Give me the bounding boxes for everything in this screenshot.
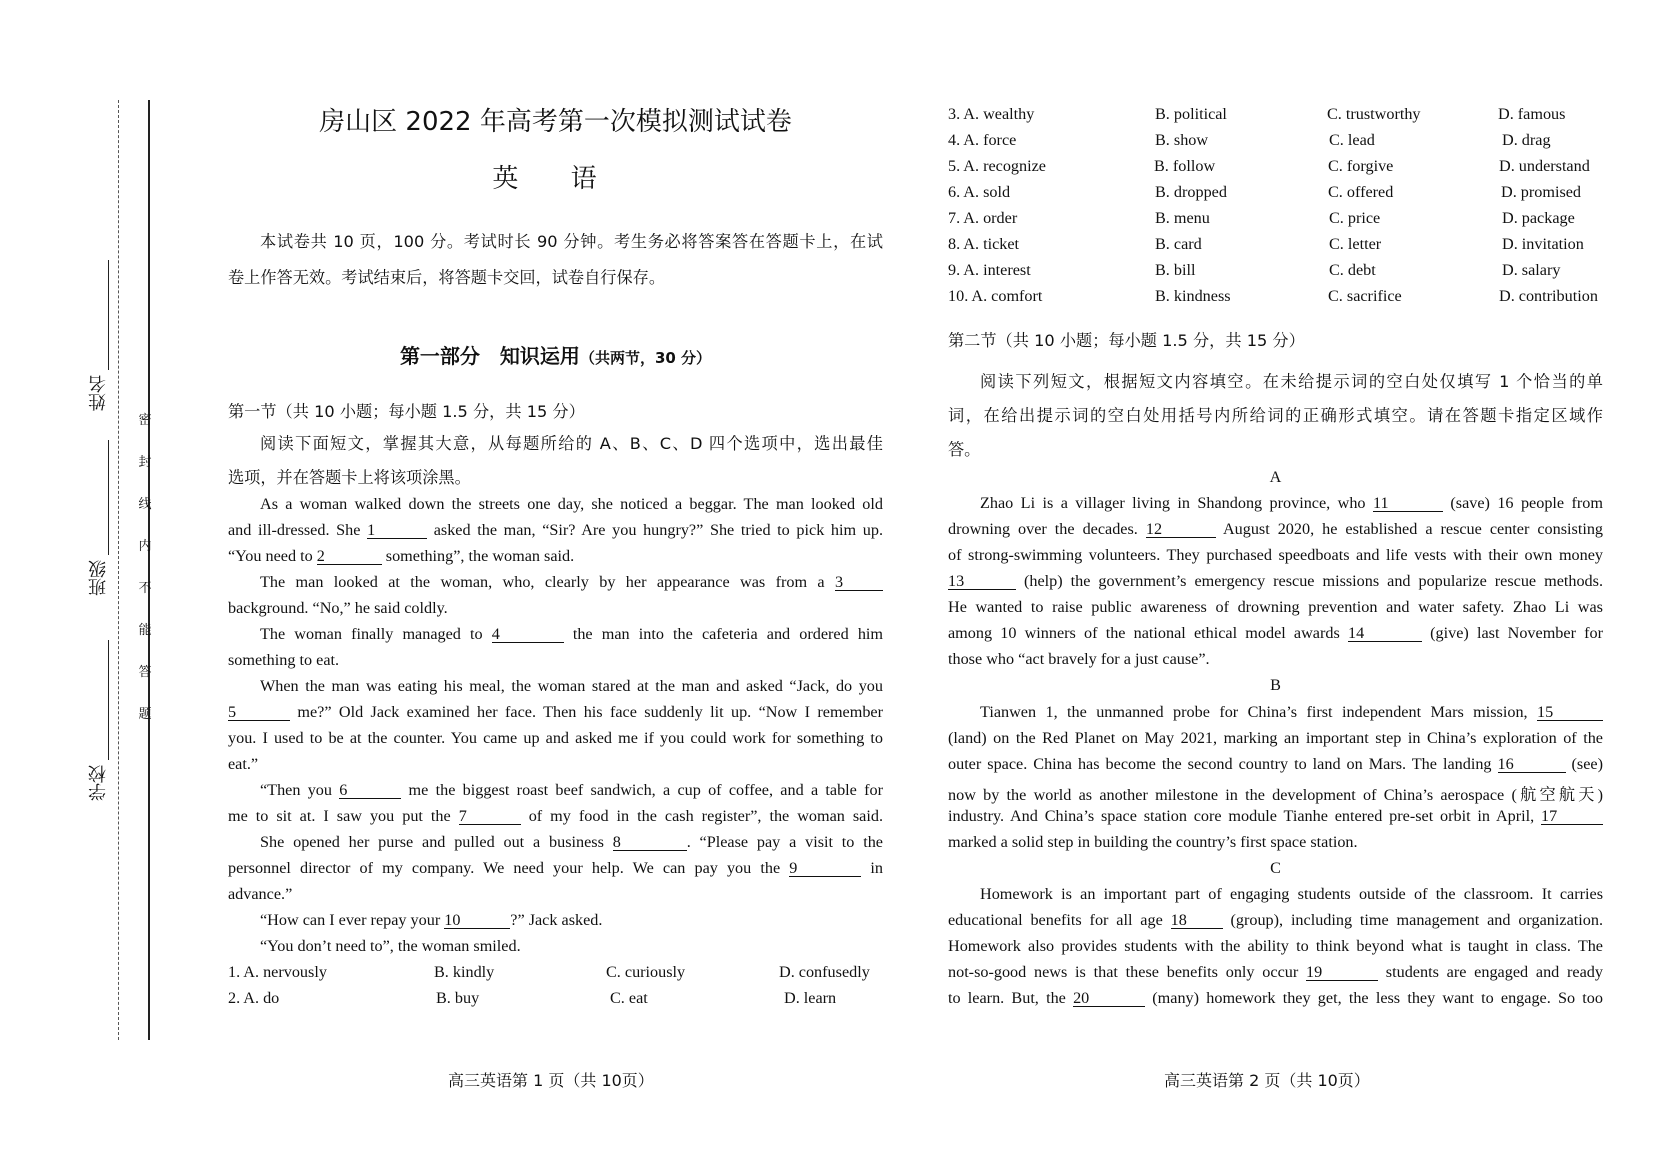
school-underline — [108, 640, 109, 760]
option: 7. A. order — [948, 209, 1018, 227]
text: Homework also provides students with the ability to think beyond what is taught in class. The — [948, 937, 1603, 955]
option: D. contribution — [1499, 287, 1598, 305]
text: “Then you — [260, 781, 340, 799]
instructions-line: 卷上作答无效。考试结束后，将答题卡交回，试卷自行保存。 — [228, 268, 666, 287]
text: now by the world as another milestone in the development of China’s aerospace (航空航天) — [948, 786, 1603, 804]
passage-line — [948, 624, 1603, 643]
seal-char: 题 — [138, 707, 152, 722]
seal-char: 密 — [138, 413, 152, 428]
passage-line — [948, 572, 1603, 591]
text: (group), including time management and organization. — [1222, 911, 1603, 929]
passage-line — [948, 963, 1603, 982]
text: As a woman walked down the streets one day, she noticed a beggar. The man looked old — [260, 495, 883, 513]
passage-line — [228, 937, 883, 956]
section1-directions-line: 阅读下面短文，掌握其大意，从每题所给的 A、B、C、D 四个选项中，选出最佳 — [260, 434, 883, 453]
passage-line — [228, 677, 883, 696]
option: 8. A. ticket — [948, 235, 1020, 253]
option: C. price — [1329, 209, 1381, 227]
passage-line — [228, 807, 883, 826]
passage-line — [948, 885, 1603, 904]
option: C. eat — [610, 989, 648, 1007]
blank-13: 13 — [948, 573, 1016, 590]
text: Tianwen 1, the unmanned probe for China’s first independent Mars mission, — [980, 703, 1537, 721]
seal-char: 答 — [138, 665, 152, 680]
text: of strong-swimming volunteers. They purchased speedboats and life vests with their own money — [948, 546, 1603, 564]
blank-11: 11 — [1373, 495, 1443, 512]
blank-3: 3 — [835, 574, 883, 591]
option: 10. A. comfort — [948, 287, 1043, 305]
name-field — [86, 375, 116, 411]
blank-8: 8 — [613, 834, 687, 851]
option: C. offered — [1328, 183, 1394, 201]
passage-a-label: A — [1269, 468, 1282, 486]
passage-line — [228, 599, 883, 618]
text: eat.” — [228, 755, 259, 773]
option: C. lead — [1329, 131, 1375, 149]
passage-line — [228, 625, 883, 644]
text: ?” Jack asked. — [510, 911, 603, 929]
passage-line — [948, 494, 1603, 513]
text: of my food in the cash register”, the woman said. — [520, 807, 883, 825]
text: background. “No,” he said coldly. — [228, 599, 448, 617]
option: B. dropped — [1155, 183, 1227, 201]
option: B. kindness — [1155, 287, 1231, 305]
text: me the biggest roast beef sandwich, a cup of coffee, and a table for — [401, 781, 884, 799]
seal-notice — [136, 400, 154, 736]
blank-20: 20 — [1073, 990, 1145, 1007]
passage-line — [228, 729, 883, 748]
text: something”, the woman said. — [381, 547, 575, 565]
text: the man into the cafeteria and ordered him — [563, 625, 883, 643]
text: asked the man, “Sir? Are you hungry?” She tried to pick him up. — [427, 521, 883, 539]
option: 9. A. interest — [948, 261, 1031, 279]
blank-2: 2 — [317, 548, 382, 565]
option: B. follow — [1154, 157, 1216, 175]
text: (land) on the Red Planet on May 2021, marking an important step in China’s exploration of the — [948, 729, 1603, 747]
option: D. learn — [784, 989, 837, 1007]
passage-line — [228, 703, 883, 722]
page-2-footer: 高三英语第 2 页（共 10页） — [1164, 1071, 1370, 1090]
seal-char: 封 — [138, 455, 152, 470]
passage-line — [948, 546, 1603, 565]
section1-directions-line: 选项，并在答题卡上将该项涂黑。 — [228, 468, 471, 487]
text: and ill-dressed. She — [228, 521, 368, 539]
option: D. drag — [1502, 131, 1551, 149]
seal-char: 能 — [138, 623, 152, 638]
section1-heading: 第一节（共 10 小题；每小题 1.5 分，共 15 分） — [228, 402, 585, 421]
text: He wanted to raise public awareness of drowning prevention and water safety. Zhao Li was — [948, 598, 1603, 616]
passage-line — [948, 911, 1603, 930]
option: B. card — [1155, 235, 1202, 253]
option: 3. A. wealthy — [948, 105, 1035, 123]
text: me?” Old Jack examined her face. Then his face suddenly lit up. “Now I remember — [290, 703, 883, 721]
passage-line — [228, 911, 883, 930]
blank-16: 16 — [1498, 756, 1566, 773]
text: When the man was eating his meal, the woman stared at the man and asked “Jack, do you — [260, 677, 883, 695]
text: (help) the government’s emergency rescue missions and popularize rescue methods. — [1016, 572, 1603, 590]
passage-line — [948, 598, 1603, 617]
text: me to sit at. I saw you put the — [228, 807, 459, 825]
option: B. bill — [1155, 261, 1196, 279]
passage-line — [228, 885, 883, 904]
passage-line — [948, 703, 1603, 722]
blank-15: 15 — [1537, 704, 1603, 721]
name-underline — [108, 260, 109, 370]
section2-heading: 第二节（共 10 小题；每小题 1.5 分，共 15 分） — [948, 331, 1305, 350]
text: Homework is an important part of engaging students outside of the classroom. It carries — [980, 885, 1603, 903]
passage-line — [948, 807, 1603, 826]
option: D. invitation — [1502, 235, 1584, 253]
text: (many) homework they get, the less they want to engage. So too — [1145, 989, 1603, 1007]
part-points: （共两节，30 分） — [579, 349, 712, 367]
passage-line — [948, 650, 1603, 669]
passage-b-label: B — [1270, 676, 1281, 694]
text: marked a solid step in building the country’s first space station. — [948, 833, 1358, 851]
blank-1: 1 — [367, 522, 427, 539]
passage-line — [948, 937, 1603, 956]
school-field — [86, 765, 116, 801]
text: personnel director of my company. We need your help. We can pay you the — [228, 859, 790, 877]
option: D. confusedly — [779, 963, 870, 981]
text: “How can I ever repay your — [260, 911, 445, 929]
option: 4. A. force — [948, 131, 1017, 149]
text: “You need to — [228, 547, 317, 565]
blank-17: 17 — [1541, 808, 1603, 825]
passage-line — [228, 547, 883, 566]
text: in — [861, 859, 883, 877]
passage-line — [948, 833, 1603, 852]
section2-directions-line: 答。 — [948, 440, 981, 459]
text: you. I used to be at the counter. You came up and asked me if you could work for something to — [228, 729, 883, 747]
passage-line — [948, 520, 1603, 539]
seal-char: 内 — [138, 539, 152, 554]
option: 2. A. do — [228, 989, 280, 1007]
part-heading-text: 第一部分 知识运用 — [399, 344, 580, 368]
option: D. famous — [1498, 105, 1566, 123]
binding-dashed-line — [118, 100, 119, 1040]
instructions-line: 本试卷共 10 页，100 分。考试时长 90 分钟。考生务必将答案答在答题卡上，在试 — [260, 232, 883, 251]
text: (save) 16 people from — [1442, 494, 1603, 512]
option: C. curiously — [606, 963, 686, 981]
text: The woman finally managed to — [260, 625, 492, 643]
option: C. forgive — [1328, 157, 1394, 175]
option: B. buy — [436, 989, 480, 1007]
blank-5: 5 — [228, 704, 290, 721]
class-field — [86, 560, 116, 596]
text: She opened her purse and pulled out a business — [260, 833, 613, 851]
school-label: 学校 — [88, 765, 109, 801]
text: Zhao Li is a villager living in Shandong province, who — [980, 494, 1373, 512]
option: C. letter — [1329, 235, 1382, 253]
text: among 10 winners of the national ethical model awards — [948, 624, 1348, 642]
option: D. promised — [1501, 183, 1582, 201]
text: industry. And China’s space station core module Tianhe entered pre-set orbit in April, — [948, 807, 1541, 825]
section2-directions-line: 词，在给出提示词的空白处用括号内所给词的正确形式填空。请在答题卡指定区域作 — [948, 406, 1603, 425]
blank-19: 19 — [1306, 964, 1378, 981]
class-underline — [108, 440, 109, 555]
page-1-footer: 高三英语第 1 页（共 10页） — [448, 1071, 654, 1090]
option: B. political — [1155, 105, 1227, 123]
class-label: 班级 — [88, 560, 109, 596]
text: those who “act bravely for a just cause”. — [948, 650, 1210, 668]
seal-char: 不 — [138, 581, 152, 596]
text: advance.” — [228, 885, 293, 903]
option: C. debt — [1329, 261, 1376, 279]
passage-line — [228, 859, 883, 878]
blank-14: 14 — [1348, 625, 1422, 642]
passage-line — [228, 521, 883, 540]
option: D. understand — [1499, 157, 1590, 175]
text: drowning over the decades. — [948, 520, 1146, 538]
text: students are engaged and ready — [1378, 963, 1603, 981]
passage-line — [948, 989, 1603, 1008]
passage-line — [228, 833, 883, 852]
blank-7: 7 — [459, 808, 521, 825]
blank-9: 9 — [789, 860, 861, 877]
text: to learn. But, the — [948, 989, 1074, 1007]
passage-line — [228, 755, 883, 774]
blank-18: 18 — [1171, 912, 1223, 929]
option: 5. A. recognize — [948, 157, 1046, 175]
text: outer space. China has become the second country to land on Mars. The landing — [948, 755, 1498, 773]
option: 6. A. sold — [948, 183, 1011, 201]
text: . “Please pay a visit to the — [686, 833, 883, 851]
option: B. kindly — [434, 963, 495, 981]
passage-c-label: C — [1270, 859, 1281, 877]
passage-line — [228, 651, 883, 670]
blank-4: 4 — [492, 626, 564, 643]
seal-char: 线 — [138, 497, 152, 512]
text: “You don’t need to”, the woman smiled. — [260, 937, 521, 955]
passage-line — [228, 495, 883, 514]
option: B. menu — [1155, 209, 1210, 227]
text: educational benefits for all age — [948, 911, 1171, 929]
blank-10: 10 — [444, 912, 510, 929]
name-label: 姓名 — [88, 375, 109, 411]
part-heading — [228, 340, 883, 369]
exam-title: 房山区 2022 年高考第一次模拟测试试卷 — [319, 107, 792, 137]
passage-line — [228, 781, 883, 800]
option: D. salary — [1502, 261, 1561, 279]
text: August 2020, he established a rescue center consisting — [1215, 520, 1604, 538]
option: 1. A. nervously — [228, 963, 327, 981]
option: C. trustworthy — [1327, 105, 1421, 123]
option: B. show — [1155, 131, 1209, 149]
passage-line — [948, 781, 1603, 805]
blank-6: 6 — [339, 782, 401, 799]
blank-12: 12 — [1146, 521, 1216, 538]
subject-title: 英 语 — [492, 164, 619, 194]
passage-line — [948, 729, 1603, 748]
text: something to eat. — [228, 651, 340, 669]
text: not-so-good news is that these benefits only occur — [948, 963, 1307, 981]
passage-line — [228, 573, 883, 592]
text: (see) — [1565, 755, 1603, 773]
option: D. package — [1502, 209, 1575, 227]
option: C. sacrifice — [1328, 287, 1402, 305]
text: The man looked at the woman, who, clearly by her appearance was from a — [260, 573, 835, 591]
section2-directions-line: 阅读下列短文，根据短文内容填空。在未给提示词的空白处仅填写 1 个恰当的单 — [980, 372, 1603, 391]
passage-line — [948, 755, 1603, 774]
text: (give) last November for — [1421, 624, 1604, 642]
